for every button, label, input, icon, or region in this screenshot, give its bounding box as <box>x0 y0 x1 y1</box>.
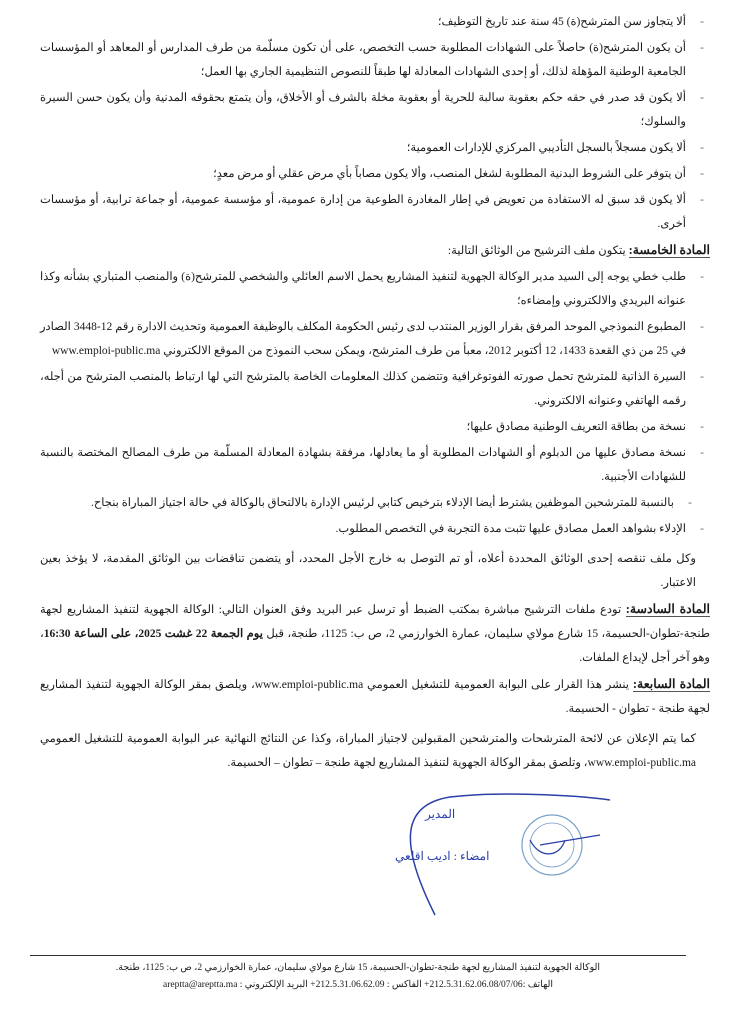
signature-name: امضاء : اديب اقلعي <box>395 849 490 863</box>
footer-address: الوكالة الجهوية لتنفيذ المشاريع لجهة طنجة-تطوان-الحسيمة، 15 شارع مولاي سليمان، عمارة الخوارزمي 2، ص ب: 1125، طنجة. <box>115 963 601 973</box>
article6 <box>40 597 710 670</box>
document-item: - طلب خطي يوجه إلى السيد مدير الوكالة الجهوية لتنفيذ المشاريع يحمل الاسم العائلي والشخصي للمترشح(ة) والمنصب المتباري بشأنه وكذا عنوانه البريدي والالكتروني وإمضاءه؛ <box>40 265 686 313</box>
article7-paragraph: كما يتم الإعلان عن لائحة المترشحات والمترشحين المقبولين لاجتياز المباراة، وكذا عن النتائج النهائية عبر البوابة العمومية للتشغيل العمومي www.emploi-public.ma، وتلصق بمقر الوكالة الجهوية لتنفيذ المشاريع لجهة طنجة – تطوان – الحسيمة. <box>40 733 696 769</box>
official-stamp <box>522 815 582 875</box>
document-item: - السيرة الذاتية للمترشح تحمل صورته الفوتوغرافية وتتضمن كذلك المعلومات الخاصة بالمترشح التي لها ارتباط بالمنصب المترشح من أجله، رقمه الهاتفي وعنوانه الالكتروني. <box>40 365 686 413</box>
article6-text-end: ، وهو آخر أجل لإيداع الملفات. <box>40 628 710 664</box>
article7 <box>40 672 710 721</box>
condition-item: - أن يكون المترشح(ة) حاصلاً على الشهادات المطلوبة حسب التخصص، على أن تكون مسلّمة من طرف المدارس أو المعاهد أو المؤسسات الجامعية الوطنية المؤهلة لذلك، أو إحدى الشهادات المعادلة لها طبقاً للنصوص التنظيمية الجاري بها العمل؛ <box>40 36 686 84</box>
article7-title: المادة السابعة: <box>632 677 710 691</box>
deadline: يوم الجمعة 22 غشت 2025، على الساعة 16:30 <box>43 628 263 640</box>
footer <box>30 955 686 1000</box>
document-item: - بالنسبة للمترشحين الموظفين يشترط أيضا الإدلاء بترخيص كتابي لرئيس الإدارة بالالتحاق بالوكالة في حالة اجتياز المباراة بنجاح. <box>40 491 674 515</box>
condition-item: - ألا يكون قد سبق له الاستفادة من تعويض في إطار المغادرة الطوعية من إدارة عمومية، أو مؤسسة عمومية، أو جماعة ترابية، أو مؤسسات أخرى. <box>40 188 686 236</box>
condition-item: - أن يتوفر على الشروط البدنية المطلوبة لشغل المنصب، وألا يكون مصاباً بأي مرض عقلي أو مرض معدٍ؛ <box>40 162 686 186</box>
article5-heading <box>40 238 710 263</box>
article6-text: تودع ملفات الترشيح مباشرة بمكتب الضبط أو ترسل عبر البريد وفق العنوان التالي: الوكالة الجهوية لتنفيذ المشاريع لجهة طنجة-تطوان-الحسيمة، 15 شارع مولاي سليمان، عمارة الخوارزمي 2، ص ب: 1125، طنجة، قبل <box>40 604 710 640</box>
article5-title: المادة الخامسة: <box>628 243 710 257</box>
article7-text: ينشر هذا القرار على البوابة العمومية للتشغيل العمومي www.emploi-public.ma، ويلصق بمقر الوكالة الجهوية لتنفيذ المشاريع لجهة طنجة - تطوان - الحسيمة. <box>40 679 710 715</box>
footer-contact: الهاتف :212.5.31.62.06.08/07/06+ الفاكس : 212.5.31.06.62.09+ البريد الإلكتروني : areptta@areptta.ma <box>163 980 553 990</box>
document-item: - المطبوع النموذجي الموحد المرفق بقرار الوزير المنتدب لدى رئيس الحكومة المكلف بالوظيفة العمومية وتحديث الادارة رقم 12-3448 الصادر في 25 من ذي القعدة 1433، 12 أكتوبر 2012، معبأ من طرف المترشح، ويمكن سحب النموذج من الموقع الالكتروني www.emploi-public.ma <box>40 315 686 363</box>
article6-title: المادة السادسة: <box>625 602 711 616</box>
signature-area <box>40 785 686 935</box>
article5-intro: يتكون ملف الترشيح من الوثائق التالية: <box>447 245 626 257</box>
condition-item: - ألا يكون مسجلاً بالسجل التأديبي المركزي للإدارات العمومية؛ <box>40 136 686 160</box>
condition-item: - ألا يتجاوز سن المترشح(ة) 45 سنة عند تاريخ التوظيف؛ <box>40 10 686 34</box>
document-item: - الإدلاء بشواهد العمل مصادق عليها تثبت مدة التجربة في التخصص المطلوب. <box>40 517 686 541</box>
document-item: - نسخة من بطاقة التعريف الوطنية مصادق عليها؛ <box>40 415 686 439</box>
document-item: - نسخة مصادق عليها من الدبلوم أو الشهادات المطلوبة أو ما يعادلها، مرفقة بشهادة المعادلة المسلّمة من طرف المصالح المختصة بالنسبة للشهادات الأجنبية. <box>40 441 686 489</box>
signature-role: المدير <box>425 807 456 821</box>
article5-note: وكل ملف تنقصه إحدى الوثائق المحددة أعلاه، أو تم التوصل به خارج الأجل المحدد، أو يتضمن تناقضات بين الوثائق المقدمة، لا يؤخذ بعين الاعتبار. <box>40 553 696 589</box>
condition-item: - ألا يكون قد صدر في حقه حكم بعقوبة سالبة للحرية أو بعقوبة مخلة بالشرف أو الأخلاق، وأن يتمتع بحقوقه المدنية وأن يكون حسن السيرة والسلوك؛ <box>40 86 686 134</box>
